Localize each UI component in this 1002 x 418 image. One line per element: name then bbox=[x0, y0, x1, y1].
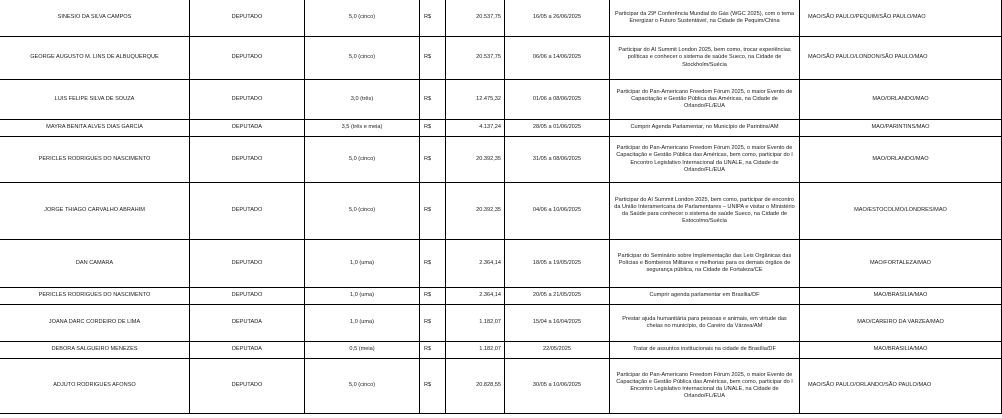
cell-roteiro: MAO/ORLANDO/MAO bbox=[800, 137, 1002, 183]
cell-diarias: 3,5 (três e meia) bbox=[305, 120, 420, 137]
table-row bbox=[0, 37, 1002, 80]
cell-diarias: 5,0 (cinco) bbox=[305, 37, 420, 80]
cell-valor: 2.364,14 bbox=[446, 288, 505, 305]
cell-cargo: DEPUTADO bbox=[190, 137, 305, 183]
cell-nome: DAN CAMARA bbox=[0, 240, 190, 288]
cell-roteiro: MAO/FORTALEZA/MAO bbox=[800, 240, 1002, 288]
cell-cargo: DEPUTADA bbox=[190, 305, 305, 342]
table-row bbox=[0, 240, 1002, 288]
cell-cargo: DEPUTADO bbox=[190, 37, 305, 80]
cell-nome: PERICLES RODRIGUES DO NASCIMENTO bbox=[0, 288, 190, 305]
cell-moeda: R$ bbox=[420, 359, 446, 414]
table-row bbox=[0, 359, 1002, 414]
cell-periodo: 04/06 a 10/06/2025 bbox=[505, 183, 610, 240]
cell-diarias: 1,0 (uma) bbox=[305, 288, 420, 305]
cell-motivo: Cumprir agenda parlamentar em Brasília/DF bbox=[610, 288, 800, 305]
cell-motivo: Tratar de assuntos institucionais na cidade de Brasília/DF bbox=[610, 342, 800, 359]
cell-roteiro: MAO/SÃO PAULO/PEQUIM/SÃO PAULO/MAO bbox=[800, 0, 1002, 37]
cell-moeda: R$ bbox=[420, 305, 446, 342]
cell-roteiro: MAO/BRASILIA/MAO bbox=[800, 342, 1002, 359]
cell-valor: 20.537,75 bbox=[446, 37, 505, 80]
cell-diarias: 1,0 (uma) bbox=[305, 240, 420, 288]
cell-periodo: 06/06 a 14/06/2025 bbox=[505, 37, 610, 80]
cell-cargo: DEPUTADO bbox=[190, 240, 305, 288]
cell-moeda: R$ bbox=[420, 240, 446, 288]
cell-moeda: R$ bbox=[420, 37, 446, 80]
cell-roteiro: MAO/PARINTINS/MAO bbox=[800, 120, 1002, 137]
cell-roteiro: MAO/ESTOCOLMO/LONDRES/MAO bbox=[800, 183, 1002, 240]
cell-nome: MAYRA BENITA ALVES DIAS GARCIA bbox=[0, 120, 190, 137]
cell-nome: LUIS FELIPE SILVA DE SOUZA bbox=[0, 80, 190, 120]
table-row bbox=[0, 137, 1002, 183]
cell-moeda: R$ bbox=[420, 183, 446, 240]
cell-periodo: 16/05 a 26/06/2025 bbox=[505, 0, 610, 37]
cell-valor: 20.537,75 bbox=[446, 0, 505, 37]
cell-cargo: DEPUTADO bbox=[190, 80, 305, 120]
cell-valor: 12.475,32 bbox=[446, 80, 505, 120]
cell-valor: 20.828,55 bbox=[446, 359, 505, 414]
cell-motivo: Participar do Pan-Americano Freedom Fórum 2025, o maior Evento de Capacitação e Gestão Pública das Américas, bem como, participar do I Encontro Legislativo Internacional da UNALE, na Cidade de Orlando/FL/EUA bbox=[610, 137, 800, 183]
cell-periodo: 01/06 a 08/06/2025 bbox=[505, 80, 610, 120]
cell-moeda: R$ bbox=[420, 120, 446, 137]
cell-cargo: DEPUTADA bbox=[190, 342, 305, 359]
cell-roteiro: MAO/ORLANDO/MAO bbox=[800, 80, 1002, 120]
cell-valor: 1.182,07 bbox=[446, 305, 505, 342]
cell-motivo: Participar do Pan-Americano Freedom Fórum 2025, o maior Evento de Capacitação e Gestão Pública das Américas, bem como, participar do I Encontro Legislativo Internacional da UNALE, na Cidade de Orlando/FL/EUA bbox=[610, 359, 800, 414]
cell-periodo: 28/05 a 01/06/2025 bbox=[505, 120, 610, 137]
cell-cargo: DEPUTADA bbox=[190, 120, 305, 137]
cell-roteiro: MAO/CAREIRO DA VARZEA/MAO bbox=[800, 305, 1002, 342]
cell-nome: ADJUTO RODRIGUES AFONSO bbox=[0, 359, 190, 414]
cell-moeda: R$ bbox=[420, 80, 446, 120]
cell-diarias: 5,0 (cinco) bbox=[305, 359, 420, 414]
table-row bbox=[0, 342, 1002, 359]
table-row bbox=[0, 183, 1002, 240]
cell-motivo: Participar do AI Summit London 2025, bem como, trocar experiências políticas e conhecer o sistema de saúde Sueco, na Cidade de Stockholm/Suécia bbox=[610, 37, 800, 80]
cell-valor: 2.364,14 bbox=[446, 240, 505, 288]
cell-moeda: R$ bbox=[420, 0, 446, 37]
cell-motivo: Cumprir Agenda Parlamentar, no Município de Parintins/AM bbox=[610, 120, 800, 137]
cell-valor: 20.392,35 bbox=[446, 137, 505, 183]
cell-roteiro: MAO/SÃO PAULO/ORLANDO/SÃO PAULO/MAO bbox=[800, 359, 1002, 414]
cell-nome: PERICLES RODRIGUES DO NASCIMENTO bbox=[0, 137, 190, 183]
table-row bbox=[0, 80, 1002, 120]
cell-motivo: Participar do AI Summit London 2025, bem como, participar de encontro da União Interamericana de Parlamentares – UNIPA e visitar o Ministério da Saúde para conhecer o sistema de saúde Sueco, na Cidade de Estocolmo/Suécia bbox=[610, 183, 800, 240]
cell-valor: 1.182,07 bbox=[446, 342, 505, 359]
cell-cargo: DEPUTADO bbox=[190, 288, 305, 305]
cell-roteiro: MAO/BRASILIA/MAO bbox=[800, 288, 1002, 305]
cell-nome: JOANA DARC CORDEIRO DE LIMA bbox=[0, 305, 190, 342]
cell-motivo: Participar do Seminário sobre Implementação das Leis Orgânicas das Polícias e Bombeiros Militares e melhorias para os demais órgãos de segurança pública, na Cidade de Fortaleza/CE bbox=[610, 240, 800, 288]
cell-valor: 20.392,35 bbox=[446, 183, 505, 240]
table-row bbox=[0, 288, 1002, 305]
cell-cargo: DEPUTADO bbox=[190, 183, 305, 240]
cell-moeda: R$ bbox=[420, 342, 446, 359]
cell-diarias: 1,0 (uma) bbox=[305, 305, 420, 342]
table-row bbox=[0, 0, 1002, 37]
cell-moeda: R$ bbox=[420, 137, 446, 183]
cell-roteiro: MAO/SÃO PAULO/LONDON/SÃO PAULO/MAO bbox=[800, 37, 1002, 80]
cell-valor: 4.137,24 bbox=[446, 120, 505, 137]
cell-diarias: 5,0 (cinco) bbox=[305, 137, 420, 183]
cell-nome: SINESIO DA SILVA CAMPOS bbox=[0, 0, 190, 37]
cell-periodo: 22/05/2025 bbox=[505, 342, 610, 359]
cell-nome: JORGE THIAGO CARVALHO ABRAHIM bbox=[0, 183, 190, 240]
cell-diarias: 0,5 (meia) bbox=[305, 342, 420, 359]
table-row bbox=[0, 305, 1002, 342]
cell-periodo: 31/05 a 08/06/2025 bbox=[505, 137, 610, 183]
cell-motivo: Prestar ajuda humanitária para pessoas e animais, em virtude das cheias no município, do Careiro da Várzea/AM bbox=[610, 305, 800, 342]
cell-moeda: R$ bbox=[420, 288, 446, 305]
cell-nome: DEBORA SALGUEIRO MENEZES bbox=[0, 342, 190, 359]
cell-periodo: 20/05 a 21/05/2025 bbox=[505, 288, 610, 305]
cell-diarias: 5,0 (cinco) bbox=[305, 183, 420, 240]
cell-diarias: 3,0 (três) bbox=[305, 80, 420, 120]
cell-cargo: DEPUTADO bbox=[190, 0, 305, 37]
cell-motivo: Participar da 29ª Conferência Mundial do Gás (WGC 2025), com o tema Energizar o Futuro Sustentável, na Cidade de Pequim/China bbox=[610, 0, 800, 37]
cell-diarias: 5,0 (cinco) bbox=[305, 0, 420, 37]
cell-cargo: DEPUTADO bbox=[190, 359, 305, 414]
cell-periodo: 18/05 a 19/05/2025 bbox=[505, 240, 610, 288]
cell-periodo: 15/04 a 16/04/2025 bbox=[505, 305, 610, 342]
cell-nome: GEORGE AUGUSTO M. LINS DE ALBUQUERQUE bbox=[0, 37, 190, 80]
cell-periodo: 30/05 a 10/06/2025 bbox=[505, 359, 610, 414]
table-row bbox=[0, 120, 1002, 137]
cell-motivo: Participar do Pan-Americano Freedom Fórum 2025, o maior Evento de Capacitação e Gestão Pública das Américas, na Cidade de Orlando/FL/EUA bbox=[610, 80, 800, 120]
